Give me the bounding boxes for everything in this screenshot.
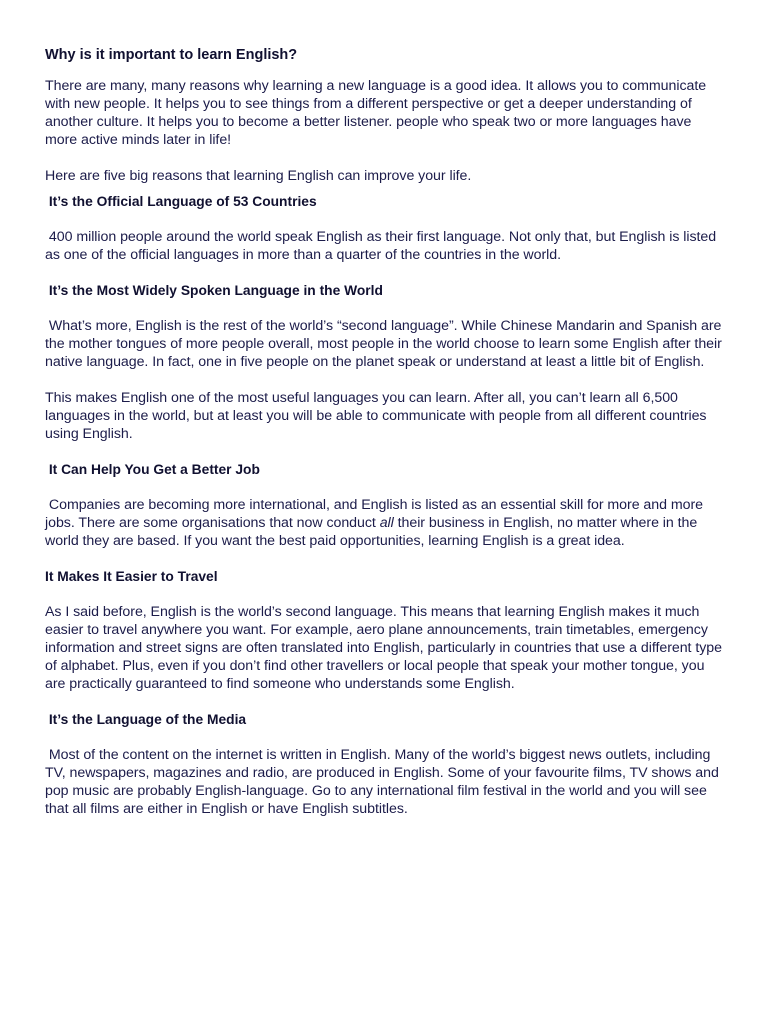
emphasized-text: all [379, 515, 394, 531]
section-paragraph: As I said before, English is the world’s second language. This means that learning English makes it much easier to travel anywhere you want. For example, aero plane announcements, train timetables, emergency information and street signs are often translated into English, particularly in countries that use a different type of alphabet. Plus, even if you don’t find other travellers or local people that speak your mother tongue, you are practically guaranteed to find someone who understands some English. [45, 604, 722, 692]
section-heading-widely-spoken: It’s the Most Widely Spoken Language in the World [45, 283, 383, 298]
section-paragraph [45, 496, 725, 550]
document-page [45, 46, 725, 836]
section-paragraph: 400 million people around the world speak English as their first language. Not only that, but English is listed as one of the official languages in more than a quarter of the countries in the world. [45, 229, 720, 263]
section-paragraph: What’s more, English is the rest of the world’s “second language”. While Chinese Mandarin and Spanish are the mother tongues of more people overall, most people in the world choose to learn some English after their native language. In fact, one in five people on the planet speak or understand at least a little bit of English. [45, 318, 726, 370]
paragraph-text: Companies are becoming more international, and English is listed as an essential skill for more and more jobs. There are some organisations that now conduct [45, 497, 707, 531]
section-paragraph: This makes English one of the most useful languages you can learn. After all, you can’t learn all 6,500 languages in the world, but at least you will be able to communicate with people from all different countries using English. [45, 390, 707, 442]
section-heading-official-language: It’s the Official Language of 53 Countries [45, 194, 317, 209]
intro-paragraph-2: Here are five big reasons that learning English can improve your life. [45, 168, 472, 184]
intro-paragraph: There are many, many reasons why learning a new language is a good idea. It allows you to communicate with new people. It helps you to see things from a different perspective or get a deeper understanding of another culture. It helps you to become a better listener. people who speak two or more languages have more active minds later in life! [45, 78, 707, 148]
document-title: Why is it important to learn English? [45, 47, 298, 63]
section-heading-better-job: It Can Help You Get a Better Job [45, 462, 260, 477]
section-heading-media: It’s the Language of the Media [45, 712, 247, 727]
section-paragraph: Most of the content on the internet is written in English. Many of the world’s biggest news outlets, including TV, newspapers, magazines and radio, are produced in English. Some of your favourite films, TV shows and pop music are probably English-language. Go to any international film festival in the world and you will see that all films are either in English or have English subtitles. [45, 747, 723, 817]
paragraph-text: their business in English, no matter where in the world they are based. If you want the best paid opportunities, learning English is a great idea. [45, 515, 702, 549]
section-heading-travel: It Makes It Easier to Travel [45, 569, 218, 584]
